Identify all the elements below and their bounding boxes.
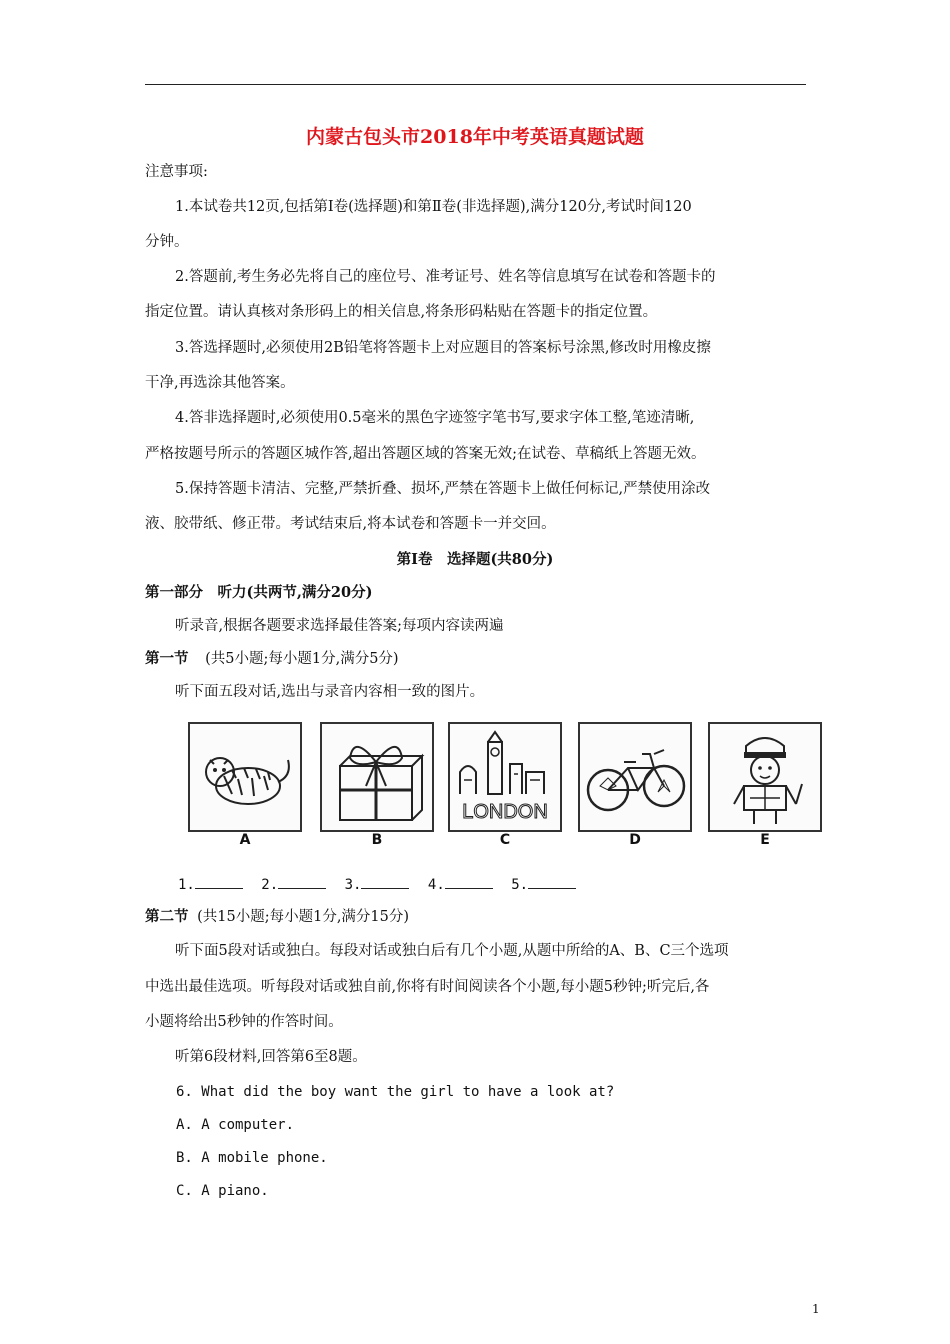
notice-item-4-cont: 严格按题号所示的答题区城作答,超出答题区域的答案无效;在试卷、草稿纸上答题无效。 [145,446,706,462]
top-rule [145,84,806,85]
section-1-detail: (共5小题;每小题1分,满分5分) [205,651,399,667]
answer-blank-5[interactable] [528,874,576,889]
bicycle-icon [578,722,692,832]
blank-label-2: 2. [261,877,279,893]
section-2-detail: (共15小题;每小题1分,满分15分) [197,909,410,925]
section-2-instruction-cont: 中选出最佳选项。听每段对话或独自前,你将有时间阅读各个小题,每小题5秒钟;听完后,各 [145,979,710,995]
answer-blank-1[interactable] [195,874,243,889]
question-6-option-a: A. A computer. [176,1117,295,1133]
question-6-stem: 6. What did the boy want the girl to have a look at? [176,1084,615,1100]
answer-blank-2[interactable] [278,874,326,889]
page-title: 内蒙古包头市2018年中考英语真题试题 [306,126,644,148]
notice-item-4: 4.答非选择题时,必须使用0.5毫米的黑色字迹签字笔书写,要求字体工整,笔迹清晰, [175,410,695,426]
picture-label-d: D [629,832,641,848]
answer-blank-3[interactable] [361,874,409,889]
section-1-instruction: 听下面五段对话,选出与录音内容相一致的图片。 [175,684,485,700]
section-2-instruction: 听下面5段对话或独白。每段对话或独白后有几个小题,从题中所给的A、B、C三个选项 [175,943,729,959]
picture-label-c: C [499,832,511,848]
page-number: 1 [812,1302,820,1316]
answer-blank-4[interactable] [445,874,493,889]
gift-box-icon [320,722,434,832]
notice-item-3: 3.答选择题时,必须使用2B铅笔将答题卡上对应题目的答案标号涂黑,修改时用橡皮擦 [175,340,711,356]
question-6-option-b: B. A mobile phone. [176,1150,328,1166]
material-6-instruction: 听第6段材料,回答第6至8题。 [175,1049,367,1065]
blank-label-5: 5. [511,877,529,893]
picture-options [180,715,832,860]
notice-item-1-cont: 分钟。 [145,234,189,250]
part-1-instruction: 听录音,根据各题要求选择最佳答案;每项内容读两遍 [175,618,504,634]
picture-label-e: E [760,832,770,848]
policeman-icon [708,722,822,832]
notice-item-3-cont: 干净,再选涂其他答案。 [145,375,295,391]
notice-item-5: 5.保持答题卡清洁、完整,严禁折叠、损坏,严禁在答题卡上做任何标记,严禁使用涂改 [175,481,711,497]
picture-label-b: B [371,832,383,848]
volume-1-heading: 第Ⅰ卷 选择题(共80分) [396,551,554,568]
notice-heading: 注意事项: [145,164,208,180]
section-1-header [145,649,399,669]
answer-blanks [178,874,586,895]
london-sign-text: LONDON [462,801,548,823]
part-1-heading: 第一部分 听力(共两节,满分20分) [145,584,373,601]
section-2-heading: 第二节 [145,908,189,925]
notice-item-5-cont: 液、胶带纸、修正带。考试结束后,将本试卷和答题卡一并交回。 [145,516,556,532]
section-2-header [145,907,409,927]
blank-label-4: 4. [427,877,445,893]
section-2-instruction-end: 小题将给出5秒钟的作答时间。 [145,1014,343,1030]
london-icon [448,722,562,832]
blank-label-3: 3. [344,877,362,893]
picture-label-a: A [239,832,251,848]
notice-item-2: 2.答题前,考生务必先将自己的座位号、准考证号、姓名等信息填写在试卷和答题卡的 [175,269,716,285]
notice-item-2-cont: 指定位置。请认真核对条形码上的相关信息,将条形码粘贴在答题卡的指定位置。 [145,304,658,320]
section-1-heading: 第一节 [145,650,189,667]
notice-item-1: 1.本试卷共12页,包括第Ⅰ卷(选择题)和第Ⅱ卷(非选择题),满分120分,考试时间120 [175,199,692,215]
question-6-option-c: C. A piano. [176,1183,269,1199]
blank-label-1: 1. [178,877,195,893]
tiger-icon [188,722,302,832]
